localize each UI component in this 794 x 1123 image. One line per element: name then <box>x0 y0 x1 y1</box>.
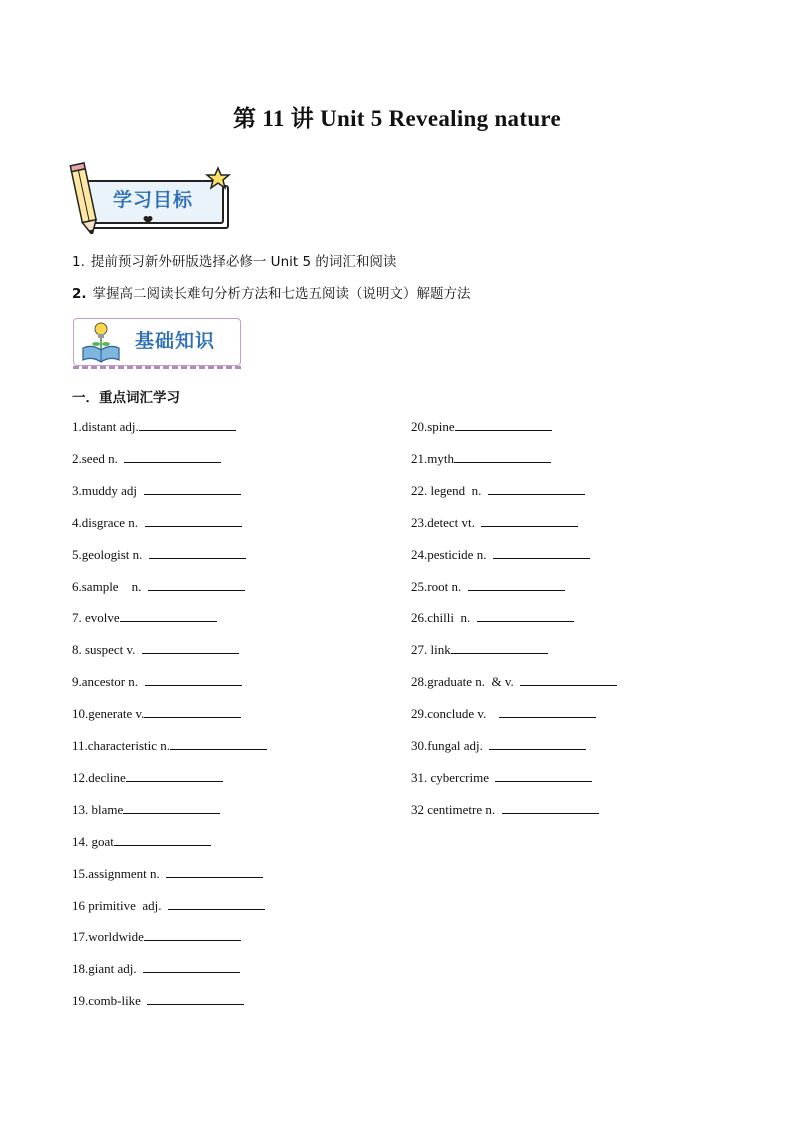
vocab-word: 30.fungal adj. <box>411 738 490 753</box>
answer-blank[interactable] <box>495 769 592 782</box>
vocab-word: 8. suspect v. <box>72 642 142 658</box>
answer-blank[interactable] <box>499 705 596 718</box>
vocab-item <box>72 960 240 977</box>
vocab-word: 22. legend n. <box>411 482 488 498</box>
vocab-item <box>72 641 239 658</box>
goal-number: 2. <box>72 286 87 302</box>
answer-blank[interactable] <box>143 960 240 973</box>
answer-blank[interactable] <box>123 801 220 814</box>
vocab-item <box>72 514 242 531</box>
answer-blank[interactable] <box>468 578 565 591</box>
vocab-word: 6.sample n. <box>72 578 148 594</box>
vocab-word: 2.seed n. <box>72 450 125 466</box>
vocab-word: 13. blame <box>72 801 124 817</box>
vocab-word: 3.muddy adj <box>72 482 144 498</box>
badge-basics-label: 基础知识 <box>135 330 216 352</box>
book-bulb-icon <box>79 320 129 364</box>
goal-item <box>72 250 396 270</box>
vocab-item <box>72 833 211 850</box>
vocab-word: 28.graduate n. & v. <box>411 674 521 690</box>
answer-blank[interactable] <box>477 609 574 622</box>
answer-blank[interactable] <box>481 514 578 527</box>
vocab-word: 21.myth <box>411 450 454 466</box>
vocab-word: 18.giant adj. <box>72 961 144 977</box>
vocab-item <box>411 450 551 467</box>
vocab-word: 9.ancestor n. <box>72 674 145 690</box>
answer-blank[interactable] <box>145 673 242 686</box>
vocab-word: 15.assignment n. <box>72 865 167 881</box>
vocab-item <box>411 673 617 690</box>
vocab-item <box>72 928 241 945</box>
vocab-word: 16 primitive adj. <box>72 897 169 913</box>
answer-blank[interactable] <box>120 609 217 622</box>
vocab-item <box>411 609 574 626</box>
vocab-item <box>72 801 220 818</box>
vocab-word: 25.root n. <box>411 578 468 594</box>
vocab-word: 4.disgrace n. <box>72 514 145 530</box>
badge-underline <box>73 366 241 369</box>
vocab-word: 32 centimetre n. <box>411 801 502 817</box>
vocab-word: 12.decline <box>72 769 126 785</box>
answer-blank[interactable] <box>170 737 267 750</box>
vocab-word: 24.pesticide n. <box>411 546 493 562</box>
vocab-item <box>72 992 244 1009</box>
answer-blank[interactable] <box>502 801 599 814</box>
vocab-item <box>72 418 236 435</box>
answer-blank[interactable] <box>142 641 239 654</box>
answer-blank[interactable] <box>488 482 585 495</box>
vocab-item <box>411 514 578 531</box>
vocab-word: 26.chilli n. <box>411 610 477 626</box>
vocab-item <box>72 450 221 467</box>
basic-knowledge-badge <box>73 318 243 370</box>
vocab-item <box>411 705 596 722</box>
answer-blank[interactable] <box>114 833 211 846</box>
answer-blank[interactable] <box>144 482 241 495</box>
vocab-word: 10.generate v. <box>72 706 145 722</box>
vocab-item <box>72 609 217 626</box>
vocab-word: 31. cybercrime <box>411 769 496 785</box>
answer-blank[interactable] <box>454 450 551 463</box>
answer-blank[interactable] <box>144 705 241 718</box>
vocab-word: 19.comb-like <box>72 993 148 1009</box>
badge-goals-label: 学习目标 <box>112 189 193 211</box>
answer-blank[interactable] <box>493 546 590 559</box>
vocab-item <box>411 482 585 499</box>
learning-goals-badge <box>66 158 238 234</box>
section-heading: 一．重点词汇学习 <box>72 390 180 406</box>
vocab-item <box>411 737 586 754</box>
vocab-item <box>72 546 246 563</box>
goal-number: 1. <box>72 254 85 270</box>
answer-blank[interactable] <box>145 514 242 527</box>
vocab-item <box>72 705 241 722</box>
vocab-word: 20.spine <box>411 419 455 434</box>
vocab-item <box>411 769 592 786</box>
vocab-word: 7. evolve <box>72 610 120 626</box>
vocab-item <box>72 865 263 882</box>
answer-blank[interactable] <box>126 769 223 782</box>
answer-blank[interactable] <box>520 673 617 686</box>
vocab-item <box>72 897 265 914</box>
vocab-word: 17.worldwide <box>72 929 144 945</box>
answer-blank[interactable] <box>147 992 244 1005</box>
vocab-word: 1.distant adj. <box>72 419 139 434</box>
goal-item <box>72 282 471 302</box>
vocab-item <box>72 578 245 595</box>
vocab-item <box>411 546 590 563</box>
answer-blank[interactable] <box>451 641 548 654</box>
goal-text: 提前预习新外研版选择必修一 Unit 5 的词汇和阅读 <box>90 254 397 270</box>
vocab-word: 11.characteristic n. <box>72 738 171 753</box>
vocab-word: 5.geologist n. <box>72 546 149 562</box>
vocab-word: 23.detect vt. <box>411 514 482 530</box>
vocab-item <box>72 673 242 690</box>
answer-blank[interactable] <box>124 450 221 463</box>
vocab-word: 27. link <box>411 642 451 658</box>
answer-blank[interactable] <box>148 578 245 591</box>
answer-blank[interactable] <box>139 418 236 431</box>
answer-blank[interactable] <box>455 418 552 431</box>
vocab-item <box>72 482 241 499</box>
goal-text: 掌握高二阅读长难句分析方法和七选五阅读（说明文）解题方法 <box>92 286 471 302</box>
vocab-item <box>72 769 223 786</box>
answer-blank[interactable] <box>166 865 263 878</box>
answer-blank[interactable] <box>489 737 586 750</box>
vocab-item <box>411 641 548 658</box>
answer-blank[interactable] <box>144 928 241 941</box>
vocab-item <box>411 578 565 595</box>
vocab-item <box>72 737 267 754</box>
answer-blank[interactable] <box>149 546 246 559</box>
page-title: 第 11 讲 Unit 5 Revealing nature <box>232 106 562 131</box>
vocab-item <box>411 801 599 818</box>
answer-blank[interactable] <box>168 897 265 910</box>
vocab-item <box>411 418 552 435</box>
vocab-word: 29.conclude v. <box>411 706 500 722</box>
vocab-word: 14. goat <box>72 833 114 849</box>
